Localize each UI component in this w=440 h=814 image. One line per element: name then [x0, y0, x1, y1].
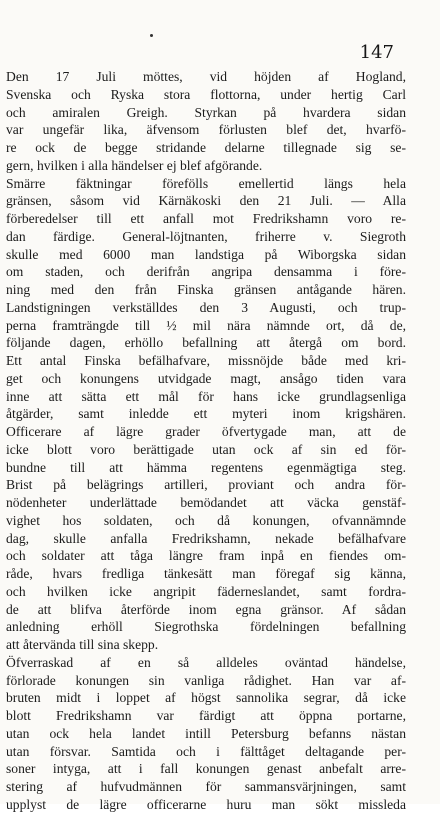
text-line: dan färdige. General-löjtnanten, friherre v. Siegroth — [6, 228, 406, 244]
text-line: att återvända till sina skepp. — [6, 637, 159, 652]
text-line: Den 17 Juli möttes, vid höjden af Hogland, — [6, 69, 406, 84]
text-line: blott Fredrikshamn var färdigt att öppna portarne, — [6, 708, 406, 723]
text-line: gern, hvilken i alla händelser ej blef afgörande. — [6, 157, 263, 173]
text-line: upplyst de lägre officerarne huru man sökt missleda — [6, 796, 406, 812]
text-line: utan försvar. Samtida och i fälttåget deltagande per- — [6, 743, 406, 759]
text-line: anledning erhöll Siegrothska fördelningen befallning — [6, 619, 406, 635]
text-line: utan ock hela landet intill Petersburg befanns nästan — [6, 725, 406, 741]
text-line: Svenska och Ryska stora flottorna, under hertig Carl — [6, 86, 406, 102]
text-line: dag, skulle anfalla Fredrikshamn, nekade befälhafvare — [6, 530, 406, 546]
text-line: Ett antal Finska befälhafvare, missnöjde både med kri- — [6, 353, 406, 368]
ink-speck — [150, 34, 153, 37]
text-line: och soldater att tåga längre fram inpå en fiendes om- — [6, 548, 406, 564]
text-line: icke blott voro berättigade utan ock af sin ed för- — [6, 441, 406, 457]
text-line: och amiralen Greigh. Styrkan på hvardera sidan — [6, 104, 406, 120]
text-line: Landstigningen verkställdes den 3 Augusti, och trup- — [6, 299, 406, 315]
text-line: perna framträngde till ½ mil nära nämnde ort, då de, — [6, 317, 406, 333]
text-line: följande dagen, erhöllo befallning att återgå om bord. — [6, 335, 406, 351]
text-line: Smärre fäktningar förefölls emellertid längs hela — [6, 175, 406, 191]
text-line: re ock de begge stridande delarne tillegnade sig se- — [6, 140, 406, 155]
text-line: var ungefär lika, äfvensom förlusten blef det, hvarfö- — [6, 122, 406, 138]
text-line: inne att sätta ett mål för hans icke grundlagsenliga — [6, 388, 406, 404]
text-line: Brist på belägrings artilleri, proviant och andra för- — [6, 477, 406, 493]
text-line: förlorade konungen sin vanliga rådighet. Han var af- — [6, 672, 406, 688]
text-line: soner intyga, att i fall konungen genast anbefalt arre- — [6, 761, 406, 777]
text-line: råde, hvars fredliga tänkesätt man föregaf sig känna, — [6, 566, 406, 581]
text-line: och hvilken icke angripit fäderneslandet, samt fordra- — [6, 583, 406, 599]
text-line: Öfverraskad af en så alldeles oväntad händelse, — [6, 654, 406, 670]
text-line: förberedelser till ett anfall mot Fredrikshamn voro re- — [6, 211, 406, 226]
body-text — [6, 68, 406, 814]
text-line: get och konungens utvidgade magt, ansågo tiden vara — [6, 370, 406, 386]
text-line: ning med den från Finska gränsen antågande hären. — [6, 282, 406, 297]
text-line: vighet hos soldaten, och då konungen, ofvannämnde — [6, 512, 406, 528]
text-line: bruten midt i loppet af högst sannolika segrar, då icke — [6, 690, 406, 706]
text-line: stering af hufvudmännen för sammansvärjningen, samt — [6, 779, 406, 794]
text-line: de att blifva återförde inom egna gränsor. Af sådan — [6, 601, 406, 617]
text-line: bundne till att hämma regentens egenmägtiga steg. — [6, 459, 406, 475]
text-line: gränsen, såsom vid Kärnäkoski den 21 Juli. — Alla — [6, 193, 406, 209]
text-line: Officerare af lägre grader öfvertygade man, att de — [6, 424, 406, 439]
text-line: åtgärder, samt inledde ett myteri inom krigshären. — [6, 406, 406, 422]
text-line: skulle med 6000 man landstiga på Wiborgska sidan — [6, 246, 406, 262]
page-number: 147 — [359, 42, 394, 63]
text-line: om staden, och derifrån angripa densamma i före- — [6, 264, 406, 280]
text-line: nödenheter underlättade bemödandet att väcka genstäf- — [6, 495, 406, 510]
